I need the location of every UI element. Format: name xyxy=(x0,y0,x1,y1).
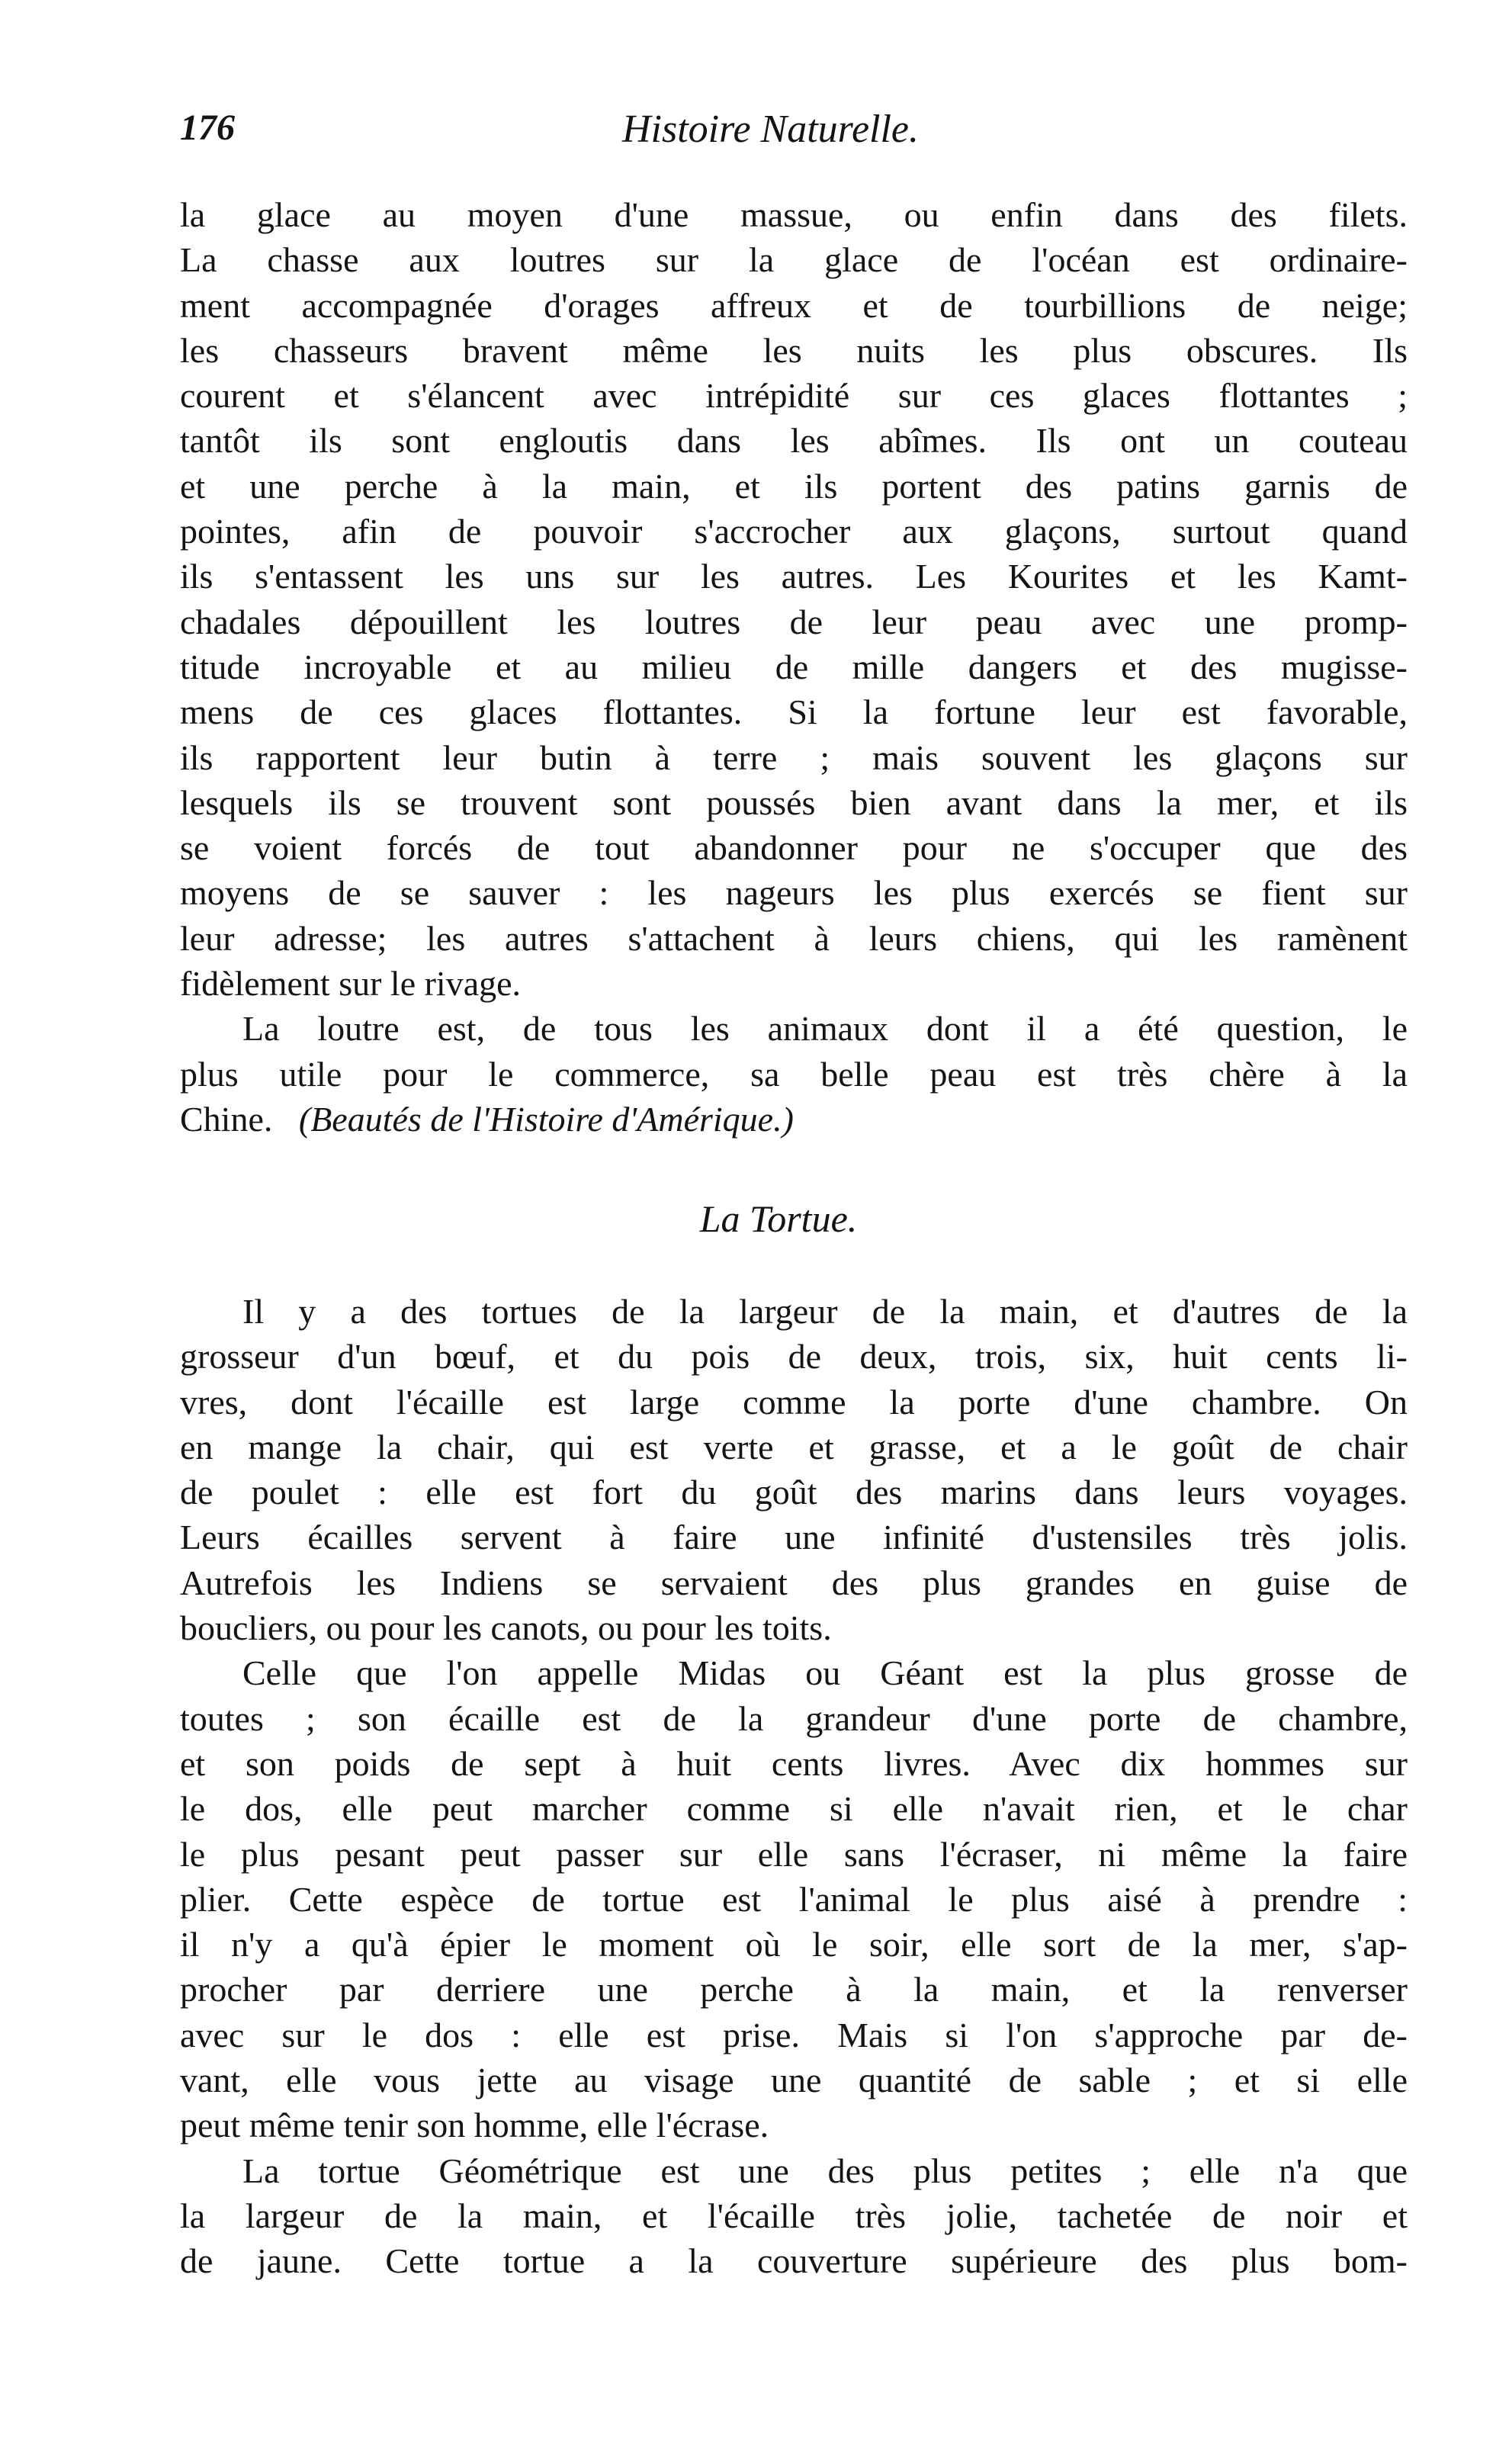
text-line: avec sur le dos : elle est prise. Mais si l'on s'approche par de- xyxy=(180,2015,1408,2054)
text-line: chadales dépouillent les loutres de leur peau avec une promp- xyxy=(180,602,1408,641)
text-line: La loutre est, de tous les animaux dont il a été question, le xyxy=(242,1009,1408,1049)
text-line: le plus pesant peut passer sur elle sans l'écraser, ni même la faire xyxy=(180,1834,1408,1874)
text-line: lesquels ils se trouvent sont poussés bien avant dans la mer, et ils xyxy=(180,782,1408,822)
running-head: Histoire Naturelle. xyxy=(622,108,920,151)
text-line-with-citation xyxy=(180,1097,1408,1142)
text-line: ment accompagnée d'orages affreux et de tourbillions de neige; xyxy=(180,285,1408,325)
text-line: toutes ; son écaille est de la grandeur d'une porte de chambre, xyxy=(180,1698,1408,1738)
text-line: vant, elle vous jette au visage une quantité de sable ; et si elle xyxy=(180,2061,1408,2100)
text-line: Leurs écailles servent à faire une infinité d'ustensiles très jolis. xyxy=(180,1518,1408,1557)
text-line: tantôt ils sont engloutis dans les abîmes. Ils ont un couteau xyxy=(180,421,1408,461)
text-line: Il y a des tortues de la largeur de la main, et d'autres de la xyxy=(242,1292,1408,1331)
turtle-section-text xyxy=(180,1289,1408,2284)
text-line: peut même tenir son homme, elle l'écrase. xyxy=(180,2106,769,2145)
text-line: Autrefois les Indiens se servaient des plus grandes en guise de xyxy=(180,1563,1408,1602)
text-line: La chasse aux loutres sur la glace de l'océan est ordinaire- xyxy=(180,240,1408,280)
text-line: boucliers, ou pour les canots, ou pour les toits. xyxy=(180,1608,832,1648)
text-line: fidèlement sur le rivage. xyxy=(180,964,522,1004)
text-line: de jaune. Cette tortue a la couverture supérieure des plus bom- xyxy=(180,2241,1408,2281)
text-line: moyens de se sauver : les nageurs les plus exercés se fient sur xyxy=(180,873,1408,913)
text-line: ils rapportent leur butin à terre ; mais souvent les glaçons sur xyxy=(180,737,1408,777)
text-line: Celle que l'on appelle Midas ou Géant est la plus grosse de xyxy=(242,1653,1408,1693)
text-line: plier. Cette espèce de tortue est l'animal le plus aisé à prendre : xyxy=(180,1879,1408,1919)
text-line: vres, dont l'écaille est large comme la porte d'une chambre. On xyxy=(180,1382,1408,1422)
otter-section-text xyxy=(180,192,1408,1142)
text-line: de poulet : elle est fort du goût des marins dans leurs voyages. xyxy=(180,1473,1408,1512)
citation: (Beautés de l'Histoire d'Amérique.) xyxy=(298,1099,794,1139)
text-line: le dos, elle peut marcher comme si elle n'avait rien, et le char xyxy=(180,1789,1408,1829)
text-line: grosseur d'un bœuf, et du pois de deux, trois, six, huit cents li- xyxy=(180,1337,1408,1377)
page-header xyxy=(180,107,1415,160)
text-fragment: Chine. xyxy=(180,1099,273,1139)
text-line: La tortue Géométrique est une des plus petites ; elle n'a que xyxy=(242,2151,1408,2190)
text-line: plus utile pour le commerce, sa belle peau est très chère à la xyxy=(180,1054,1408,1094)
text-line: titude incroyable et au milieu de mille dangers et des mugisse- xyxy=(180,647,1408,686)
section-title: La Tortue. xyxy=(699,1197,858,1240)
text-line: en mange la chair, qui est verte et grasse, et a le goût de chair xyxy=(180,1427,1408,1467)
text-line: leur adresse; les autres s'attachent à leurs chiens, qui les ramènent xyxy=(180,918,1408,958)
text-line: mens de ces glaces flottantes. Si la fortune leur est favorable, xyxy=(180,692,1408,732)
text-line: la largeur de la main, et l'écaille très jolie, tachetée de noir et xyxy=(180,2196,1408,2235)
text-line: et une perche à la main, et ils portent des patins garnis de xyxy=(180,466,1408,506)
text-line: se voient forcés de tout abandonner pour ne s'occuper que des xyxy=(180,828,1408,868)
page-number: 176 xyxy=(180,108,235,148)
text-line: il n'y a qu'à épier le moment où le soir, elle sort de la mer, s'ap- xyxy=(180,1925,1408,1964)
text-line: ils s'entassent les uns sur les autres. Les Kourites et les Kamt- xyxy=(180,557,1408,596)
text-line: procher par derriere une perche à la main, et la renverser xyxy=(180,1970,1408,2009)
text-line: les chasseurs bravent même les nuits les plus obscures. Ils xyxy=(180,330,1408,370)
text-line: pointes, afin de pouvoir s'accrocher aux glaçons, surtout quand xyxy=(180,512,1408,551)
text-line: et son poids de sept à huit cents livres. Avec dix hommes sur xyxy=(180,1743,1408,1783)
text-line: la glace au moyen d'une massue, ou enfin dans des filets. xyxy=(180,195,1408,234)
text-line: courent et s'élancent avec intrépidité sur ces glaces flottantes ; xyxy=(180,376,1408,416)
